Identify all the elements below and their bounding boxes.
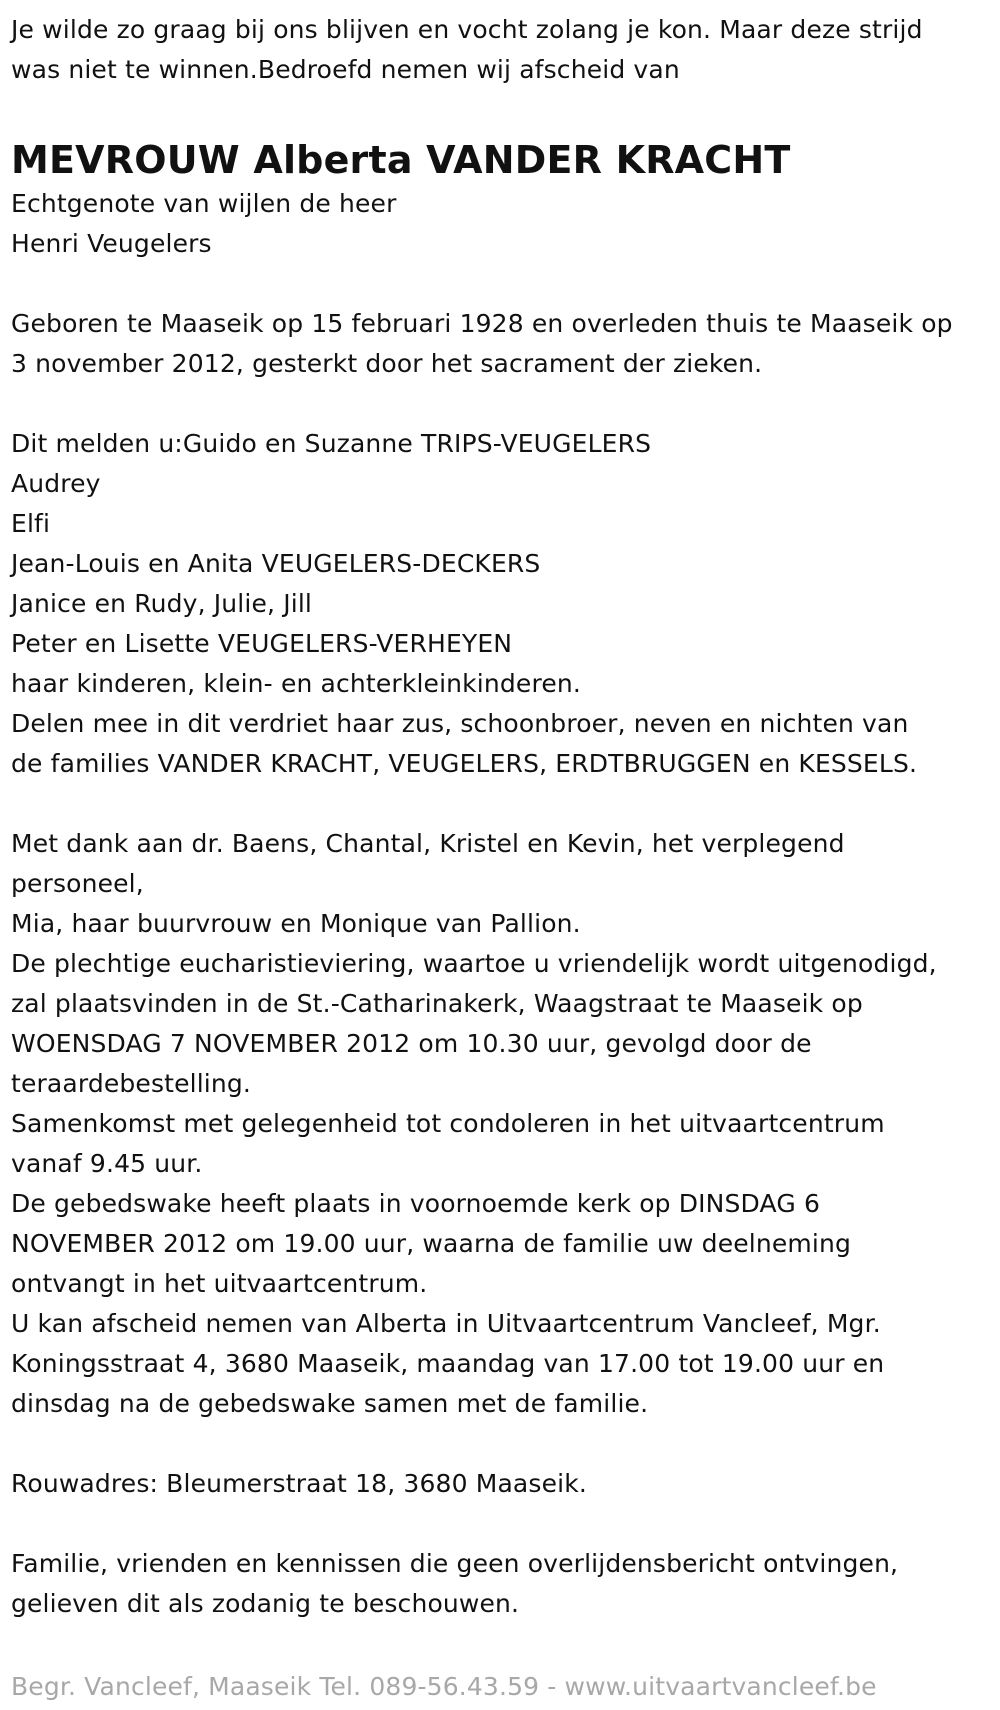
birth-death-paragraph <box>11 304 996 384</box>
spacer <box>11 384 996 424</box>
spacer <box>11 784 996 824</box>
details-line: De gebedswake heeft plaats in voornoemde kerk op DINSDAG 6 <box>11 1189 821 1218</box>
birth-death-line: 3 november 2012, gesterkt door het sacrament der zieken. <box>11 349 763 378</box>
spacer <box>11 264 996 304</box>
closing-line: gelieven dit als zodanig te beschouwen. <box>11 1589 520 1618</box>
spouse-line: Echtgenote van wijlen de heer <box>11 189 397 218</box>
spacer <box>11 1504 996 1544</box>
family-line: Janice en Rudy, Julie, Jill <box>11 589 313 618</box>
closing-paragraph <box>11 1544 996 1624</box>
family-line: de families VANDER KRACHT, VEUGELERS, ERDTBRUGGEN en KESSELS. <box>11 749 918 778</box>
intro-line: was niet te winnen.Bedroefd nemen wij afscheid van <box>11 55 680 84</box>
details-line: U kan afscheid nemen van Alberta in Uitvaartcentrum Vancleef, Mgr. <box>11 1309 881 1338</box>
family-paragraph <box>11 424 996 784</box>
details-line: De plechtige eucharistieviering, waartoe u vriendelijk wordt uitgenodigd, <box>11 949 937 978</box>
spacer <box>11 1424 996 1464</box>
family-line: Audrey <box>11 469 101 498</box>
details-line: Samenkomst met gelegenheid tot condoleren in het uitvaartcentrum <box>11 1109 885 1138</box>
details-line: NOVEMBER 2012 om 19.00 uur, waarna de familie uw deelneming <box>11 1229 851 1258</box>
mourning-address: Rouwadres: Bleumerstraat 18, 3680 Maaseik. <box>11 1469 587 1498</box>
spouse-line: Henri Veugelers <box>11 229 212 258</box>
details-line: teraardebestelling. <box>11 1069 251 1098</box>
closing-line: Familie, vrienden en kennissen die geen overlijdensbericht ontvingen, <box>11 1549 899 1578</box>
spacer <box>11 90 996 130</box>
details-line: WOENSDAG 7 NOVEMBER 2012 om 10.30 uur, gevolgd door de <box>11 1029 812 1058</box>
deceased-name: MEVROUW Alberta VANDER KRACHT <box>11 138 791 182</box>
details-line: vanaf 9.45 uur. <box>11 1149 203 1178</box>
family-line: Dit melden u:Guido en Suzanne TRIPS-VEUGELERS <box>11 429 652 458</box>
obituary-notice <box>11 10 996 1624</box>
details-paragraph <box>11 824 996 1424</box>
family-line: Peter en Lisette VEUGELERS-VERHEYEN <box>11 629 513 658</box>
details-line: Koningsstraat 4, 3680 Maaseik, maandag van 17.00 tot 19.00 uur en <box>11 1349 885 1378</box>
details-line: Mia, haar buurvrouw en Monique van Pallion. <box>11 909 581 938</box>
details-line: ontvangt in het uitvaartcentrum. <box>11 1269 428 1298</box>
details-line: Met dank aan dr. Baens, Chantal, Kristel en Kevin, het verplegend <box>11 829 845 858</box>
birth-death-line: Geboren te Maaseik op 15 februari 1928 en overleden thuis te Maaseik op <box>11 309 953 338</box>
intro-line: Je wilde zo graag bij ons blijven en vocht zolang je kon. Maar deze strijd <box>11 15 923 44</box>
family-line: Jean-Louis en Anita VEUGELERS-DECKERS <box>11 549 541 578</box>
family-line: Delen mee in dit verdriet haar zus, schoonbroer, neven en nichten van <box>11 709 909 738</box>
details-line: personeel, <box>11 869 144 898</box>
intro-paragraph <box>11 10 996 90</box>
deceased-block <box>11 138 996 264</box>
family-line: haar kinderen, klein- en achterkleinkinderen. <box>11 669 581 698</box>
details-line: dinsdag na de gebedswake samen met de familie. <box>11 1389 649 1418</box>
details-line: zal plaatsvinden in de St.-Catharinakerk, Waagstraat te Maaseik op <box>11 989 863 1018</box>
funeral-home-footer: Begr. Vancleef, Maaseik Tel. 089-56.43.59 - www.uitvaartvancleef.be <box>11 1672 877 1701</box>
family-line: Elfi <box>11 509 51 538</box>
